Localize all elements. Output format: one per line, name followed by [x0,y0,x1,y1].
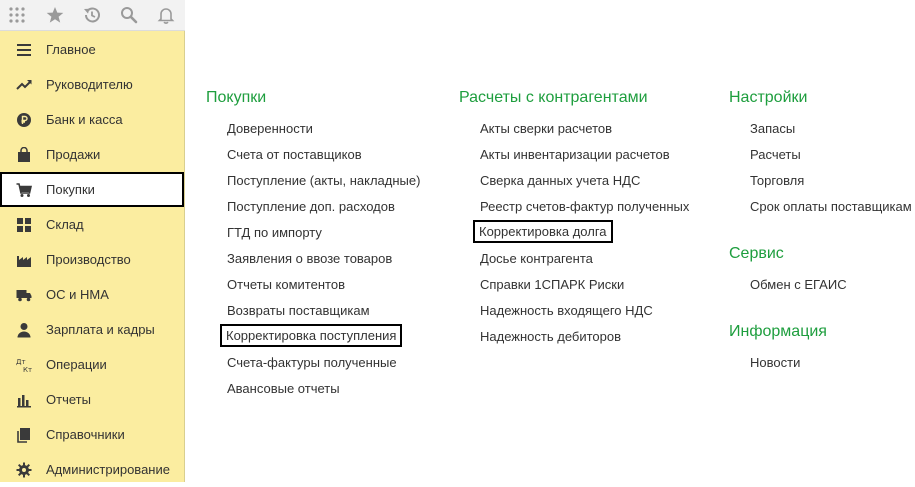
sidebar-item-label: Администрирование [46,462,170,477]
dt-kt-icon [16,357,32,373]
link-supplier-invoices[interactable]: Счета от поставщиков [227,147,362,162]
link-receipts[interactable]: Поступление (акты, накладные) [227,173,421,188]
section-title-service: Сервис [729,245,784,262]
sidebar-item-main[interactable] [0,32,185,67]
link-power-of-attorney[interactable]: Доверенности [227,121,313,136]
dt-label: Дт [16,358,26,366]
menu-lines-icon [16,42,32,58]
trend-icon [16,77,32,93]
link-inventory-acts[interactable]: Акты инвентаризации расчетов [480,147,670,162]
sidebar-item-production[interactable] [0,242,185,277]
sidebar-item-payroll[interactable] [0,312,185,347]
link-counterparty-dossier[interactable]: Досье контрагента [480,251,593,266]
link-debtor-reliability[interactable]: Надежность дебиторов [480,329,622,344]
link-debt-adjustment[interactable]: Корректировка долга [475,222,611,241]
link-committent-reports[interactable]: Отчеты комитентов [227,277,345,292]
sidebar-item-operations[interactable] [0,347,185,382]
sidebar-item-label: Продажи [46,147,101,162]
link-supplier-returns[interactable]: Возвраты поставщикам [227,303,370,318]
sidebar-item-label: Зарплата и кадры [46,322,155,337]
link-news[interactable]: Новости [750,355,801,370]
link-advance-reports[interactable]: Авансовые отчеты [227,381,340,396]
link-import-applications[interactable]: Заявления о ввозе товаров [227,251,393,266]
section-title-purchases: Покупки [206,89,267,106]
history-icon[interactable] [81,4,103,26]
sidebar-item-assets[interactable] [0,277,185,312]
sidebar-item-manager[interactable] [0,67,185,102]
section-title-settlements: Расчеты с контрагентами [459,89,648,106]
sidebar-item-directories[interactable] [0,417,185,452]
section-title-settings: Настройки [729,89,808,106]
sidebar [0,0,185,482]
cart-icon [16,182,32,198]
link-payment-terms[interactable]: Срок оплаты поставщикам [750,199,912,214]
sidebar-nav [0,32,185,487]
link-spark-reports[interactable]: Справки 1СПАРК Риски [480,277,625,292]
sidebar-item-sales[interactable] [0,137,185,172]
shopping-bag-icon [16,147,32,163]
search-icon[interactable] [118,4,140,26]
truck-icon [16,287,32,303]
link-vat-reconciliation[interactable]: Сверка данных учета НДС [480,173,641,188]
warehouse-grid-icon [16,217,32,233]
sidebar-item-label: Покупки [46,182,95,197]
link-egais-exchange[interactable]: Обмен с ЕГАИС [750,277,847,292]
star-icon[interactable] [44,4,66,26]
link-receipt-adjustment[interactable]: Корректировка поступления [222,326,400,345]
link-additional-costs[interactable]: Поступление доп. расходов [227,199,395,214]
sidebar-item-label: Операции [46,357,107,372]
gear-icon [16,462,32,478]
sidebar-item-label: Главное [46,42,96,57]
ruble-coin-icon [16,112,32,128]
link-stocks[interactable]: Запасы [750,121,796,136]
bar-chart-icon [16,392,32,408]
top-toolbar [0,0,185,31]
factory-icon [16,252,32,268]
sidebar-item-bank[interactable] [0,102,185,137]
link-trade[interactable]: Торговля [750,173,805,188]
sidebar-item-label: Руководителю [46,77,133,92]
person-icon [16,322,32,338]
link-reconciliation-acts[interactable]: Акты сверки расчетов [480,121,613,136]
bell-icon[interactable] [155,4,177,26]
sidebar-item-label: Банк и касса [46,112,123,127]
sidebar-item-label: Справочники [46,427,125,442]
link-vat-reliability[interactable]: Надежность входящего НДС [480,303,653,318]
sidebar-item-label: Склад [46,217,84,232]
sidebar-item-reports[interactable] [0,382,185,417]
sidebar-item-warehouse[interactable] [0,207,185,242]
kt-label: Кт [23,366,32,373]
link-settlements-settings[interactable]: Расчеты [750,147,801,162]
link-invoice-register[interactable]: Реестр счетов-фактур полученных [480,199,690,214]
apps-grid-icon[interactable] [6,4,28,26]
sidebar-item-label: Отчеты [46,392,91,407]
section-title-info: Информация [729,323,827,340]
sidebar-item-label: Производство [46,252,131,267]
link-received-invoices[interactable]: Счета-фактуры полученные [227,355,397,370]
sidebar-item-label: ОС и НМА [46,287,109,302]
sidebar-item-purchases[interactable] [0,172,184,207]
link-import-declarations[interactable]: ГТД по импорту [227,225,322,240]
books-icon [16,427,32,443]
